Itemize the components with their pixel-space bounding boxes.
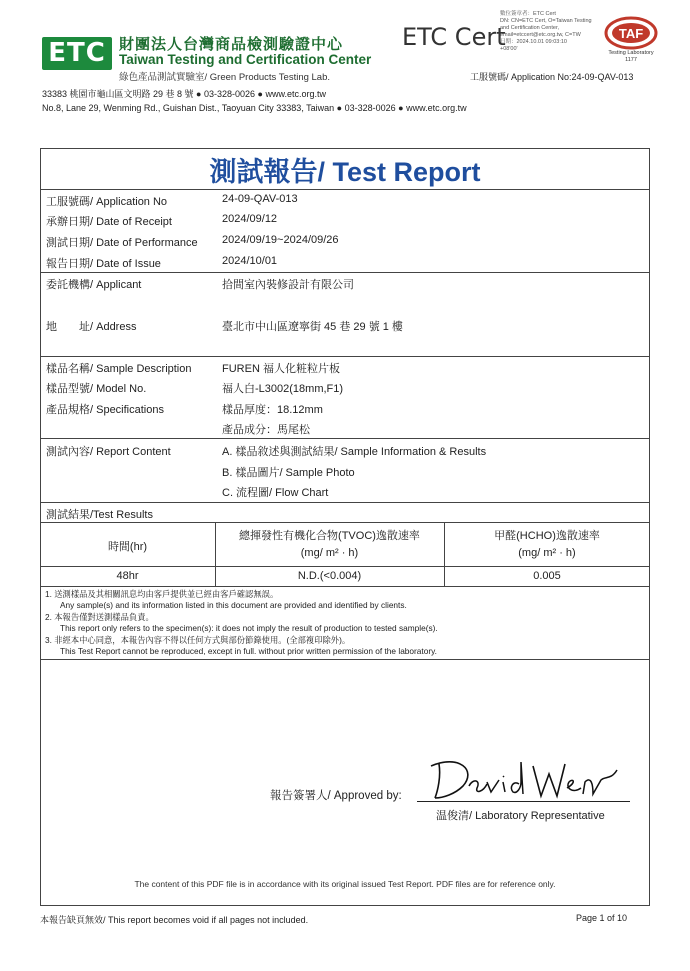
table-cell-hcho: 0.005: [533, 570, 561, 582]
divider: [40, 272, 650, 273]
field-label: 報告日期/ Date of Issue: [46, 258, 161, 270]
note-line: 1. 送測樣品及其相關訊息均由客戶提供並已經由客戶確認無誤。: [45, 589, 279, 599]
col-header-tvoc-unit: (mg/ m² · h): [300, 547, 359, 559]
field-value: 24-09-QAV-013: [222, 193, 298, 205]
field-value: 2024/09/12: [222, 213, 278, 225]
divider: [40, 356, 650, 357]
pdf-note: The content of this PDF file is in accordance with its original issued Test Report. PDF files are for reference only.: [134, 879, 556, 889]
etc-cert-brand: ETC Cert: [402, 23, 506, 51]
table-cell-time: 48hr: [116, 570, 139, 582]
note-line: This report only refers to the specimen(s): it does not imply the result of production to tested sample(s).: [60, 623, 438, 633]
signature-image: [425, 752, 625, 807]
taf-logo-text: TAF: [618, 26, 644, 41]
field-label: 承辦日期/ Date of Receipt: [46, 216, 172, 228]
divider: [40, 586, 650, 587]
taf-subtitle: Testing Laboratory 1177: [608, 50, 654, 63]
divider: [40, 189, 650, 190]
field-label: 產品規格/ Specifications: [46, 404, 164, 416]
field-label: 委託機構/ Applicant: [46, 279, 142, 291]
approved-by-label: 報告簽署人/ Approved by:: [270, 790, 402, 802]
note-line: 3. 非經本中心同意，本報告內容不得以任何方式與部份節錄使用。(全部複印除外)。: [45, 635, 351, 645]
page-number: Page 1 of 10: [576, 913, 628, 923]
field-label: 工服號碼/ Application No: [46, 196, 168, 208]
note-line: 2. 本報告僅對送測樣品負責。: [45, 612, 154, 622]
report-title: 測試報告/ Test Report: [209, 157, 481, 187]
field-value: C. 流程圖/ Flow Chart: [222, 487, 329, 499]
address-zh: 33383 桃園市龜山區文明路 29 巷 8 號 ● 03-328-0026 ● www.etc.org.tw: [42, 89, 326, 99]
col-header-hcho-unit: (mg/ m² · h): [518, 547, 576, 559]
field-value: FUREN 福人化粧粒片板: [222, 363, 340, 375]
address-en: No.8, Lane 29, Wenming Rd., Guishan Dist., Taoyuan City 33383, Taiwan ● 03-328-0026 ● www.etc.org.tw: [42, 103, 467, 113]
org-name-zh: 財團法人台灣商品檢測驗證中心: [119, 36, 344, 53]
void-notice: 本報告缺頁無效/ This report becomes void if all pages not included.: [40, 915, 309, 925]
digital-signature-info: 數位簽章者：ETC Cert DN: CN=ETC Cert, O=Taiwan Testing and Certification Center, email=etccert@etc.org.tw, C=TW 日期：2024.10.01 09:03:10 +08'00': [500, 11, 592, 52]
note-line: Any sample(s) and its information listed in this document are provided and identified by clients.: [60, 600, 407, 610]
field-value: 產品成分：馬尾松: [222, 424, 310, 436]
col-header-hcho: 甲醛(HCHO)逸散速率: [494, 530, 600, 542]
signature-line: [417, 801, 630, 802]
col-header-tvoc: 總揮發性有機化合物(TVOC)逸散速率: [239, 530, 420, 542]
results-heading: 測試結果/Test Results: [46, 509, 153, 521]
divider: [40, 438, 650, 439]
field-label: 樣品名稱/ Sample Description: [46, 363, 192, 375]
col-header-time: 時間(hr): [107, 541, 148, 553]
divider: [40, 659, 650, 660]
field-label: 樣品型號/ Model No.: [46, 383, 147, 395]
field-label: 測試內容/ Report Content: [46, 446, 171, 458]
table-cell-tvoc: N.D.(<0.004): [297, 570, 362, 582]
field-value: A. 樣品敘述與測試結果/ Sample Information & Results: [222, 446, 487, 458]
field-value: 福人白-L3002(18mm,F1): [222, 383, 344, 395]
field-value: 臺北市中山區遼寧街 45 巷 29 號 1 樓: [222, 321, 403, 333]
etc-logo: ETC: [42, 37, 112, 70]
divider: [40, 566, 650, 567]
divider: [40, 522, 650, 523]
field-value: 樣品厚度：18.12mm: [222, 404, 323, 416]
field-value: B. 樣品圖片/ Sample Photo: [222, 467, 355, 479]
note-line: This Test Report cannot be reproduced, except in full. without prior written permission of the laboratory.: [60, 646, 437, 656]
field-label: 地 址/ Address: [46, 321, 137, 333]
divider: [40, 502, 650, 503]
field-value: 2024/10/01: [222, 255, 278, 267]
header-application-no: 工服號碼/ Application No:24-09-QAV-013: [470, 72, 634, 82]
field-value: 2024/09/19~2024/09/26: [222, 234, 339, 246]
field-label: 測試日期/ Date of Performance: [46, 237, 198, 249]
org-name-en: Taiwan Testing and Certification Center: [119, 52, 372, 67]
lab-name: 綠色產品測試實驗室/ Green Products Testing Lab.: [119, 72, 331, 83]
field-value: 拾間室內裝修設計有限公司: [222, 279, 354, 291]
lab-representative: 温俊清/ Laboratory Representative: [436, 810, 605, 822]
taf-logo-icon: [603, 15, 659, 53]
